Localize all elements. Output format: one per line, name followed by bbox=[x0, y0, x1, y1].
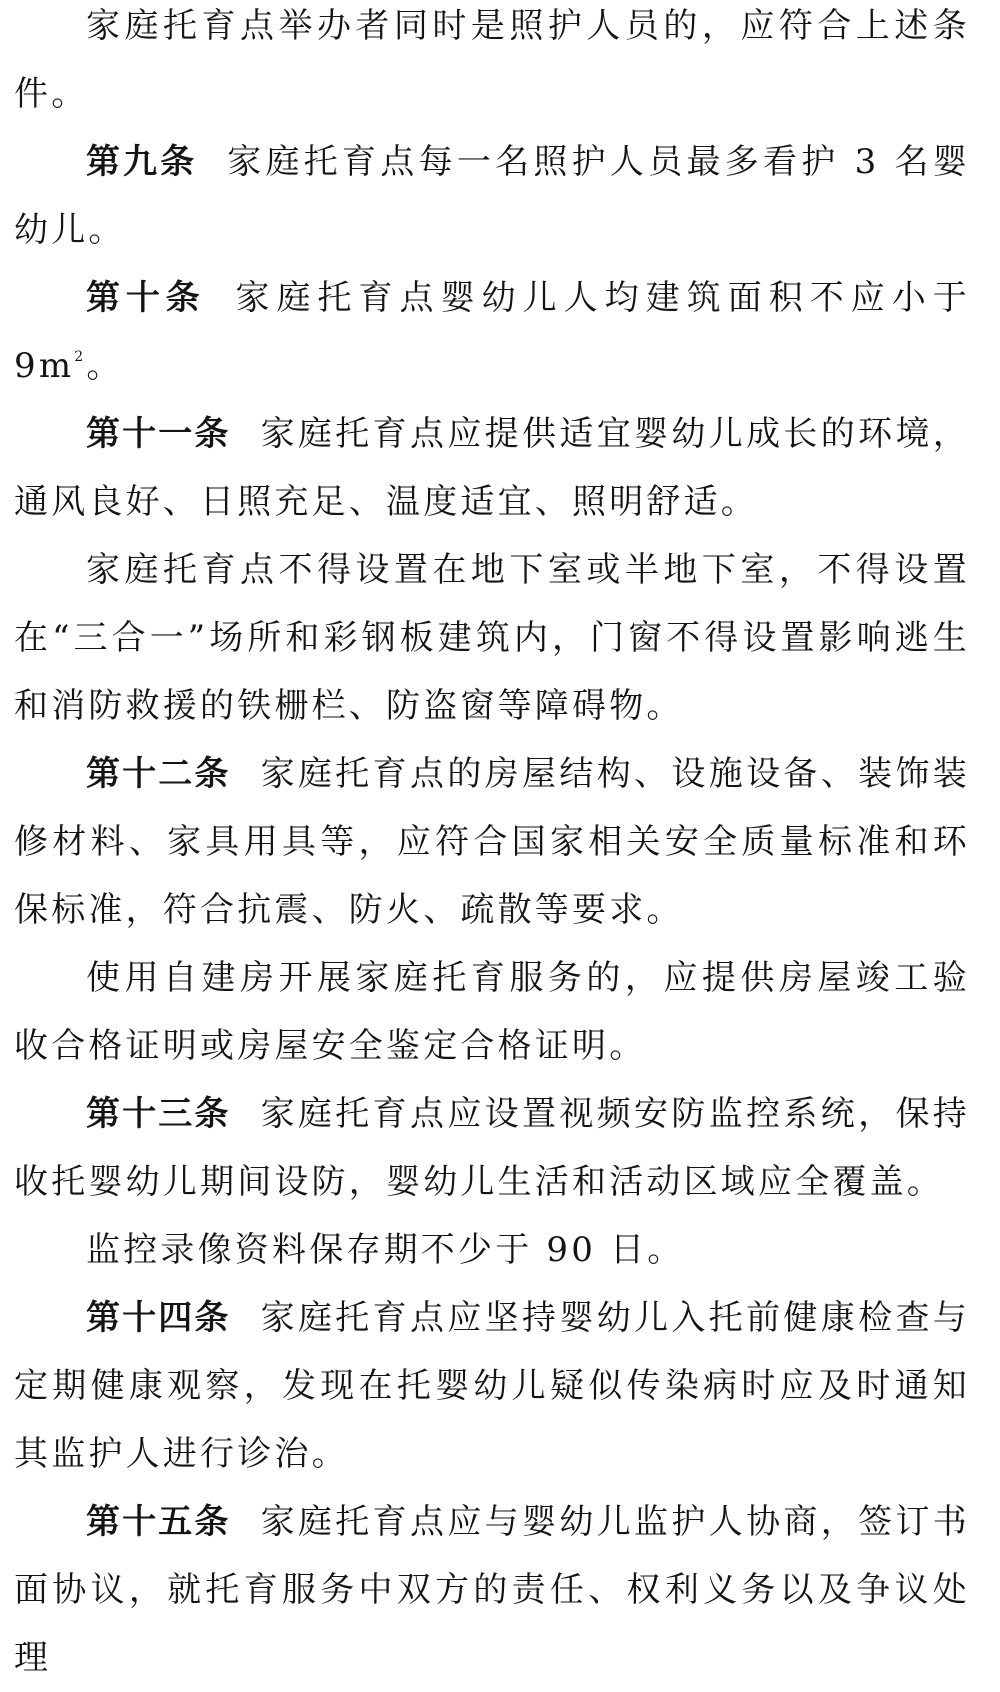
article-text: 家庭托育点婴幼儿人均建筑面积不应小于 9m bbox=[14, 278, 970, 386]
article-text: 家庭托育点应坚持婴幼儿入托前健康检查与定期健康观察，发现在托婴幼儿疑似传染病时应及时通知其监护人进行诊治。 bbox=[14, 1298, 971, 1474]
article-title: 第十一条 bbox=[86, 414, 231, 454]
article-text: 家庭托育点每一名照护人员最多看护 3 名婴幼儿。 bbox=[14, 142, 971, 250]
article-title: 第十三条 bbox=[86, 1094, 231, 1134]
paragraph-location-restrictions bbox=[14, 536, 970, 740]
paragraph-text: 家庭托育点举办者同时是照护人员的，应符合上述条件。 bbox=[14, 6, 970, 114]
article-11 bbox=[14, 400, 970, 536]
article-text: 家庭托育点应与婴幼儿监护人协商，签订书面协议，就托育服务中双方的责任、权利义务以及争议处理 bbox=[14, 1502, 971, 1678]
article-title: 第十条 bbox=[86, 278, 206, 318]
paragraph-text: 家庭托育点不得设置在地下室或半地下室，不得设置在“三合一”场所和彩钢板建筑内，门窗不得设置影响逃生和消防救援的铁栅栏、防盗窗等障碍物。 bbox=[14, 550, 970, 726]
article-title: 第十四条 bbox=[86, 1298, 231, 1338]
paragraph-video-retention bbox=[14, 1216, 970, 1284]
article-text-tail: 。 bbox=[86, 346, 124, 386]
article-15 bbox=[14, 1488, 970, 1692]
article-text: 家庭托育点的房屋结构、设施设备、装饰装修材料、家具用具等，应符合国家相关安全质量标准和环保标准，符合抗震、防火、疏散等要求。 bbox=[14, 754, 971, 930]
article-14 bbox=[14, 1284, 970, 1488]
paragraph-operator-condition bbox=[14, 0, 970, 128]
article-title: 第十二条 bbox=[86, 754, 231, 794]
paragraph-text: 使用自建房开展家庭托育服务的，应提供房屋竣工验收合格证明或房屋安全鉴定合格证明。 bbox=[14, 958, 970, 1066]
article-10 bbox=[14, 264, 970, 400]
superscript-exponent: 2 bbox=[74, 349, 87, 365]
article-9 bbox=[14, 128, 970, 264]
article-text: 家庭托育点应提供适宜婴幼儿成长的环境，通风良好、日照充足、温度适宜、照明舒适。 bbox=[14, 414, 971, 522]
article-title: 第九条 bbox=[86, 142, 198, 182]
article-text: 家庭托育点应设置视频安防监控系统，保持收托婴幼儿期间设防，婴幼儿生活和活动区域应全覆盖。 bbox=[14, 1094, 971, 1202]
paragraph-text: 监控录像资料保存期不少于 90 日。 bbox=[86, 1230, 685, 1270]
article-12 bbox=[14, 740, 970, 944]
article-title: 第十五条 bbox=[86, 1502, 231, 1542]
article-13 bbox=[14, 1080, 970, 1216]
paragraph-self-built-housing bbox=[14, 944, 970, 1080]
